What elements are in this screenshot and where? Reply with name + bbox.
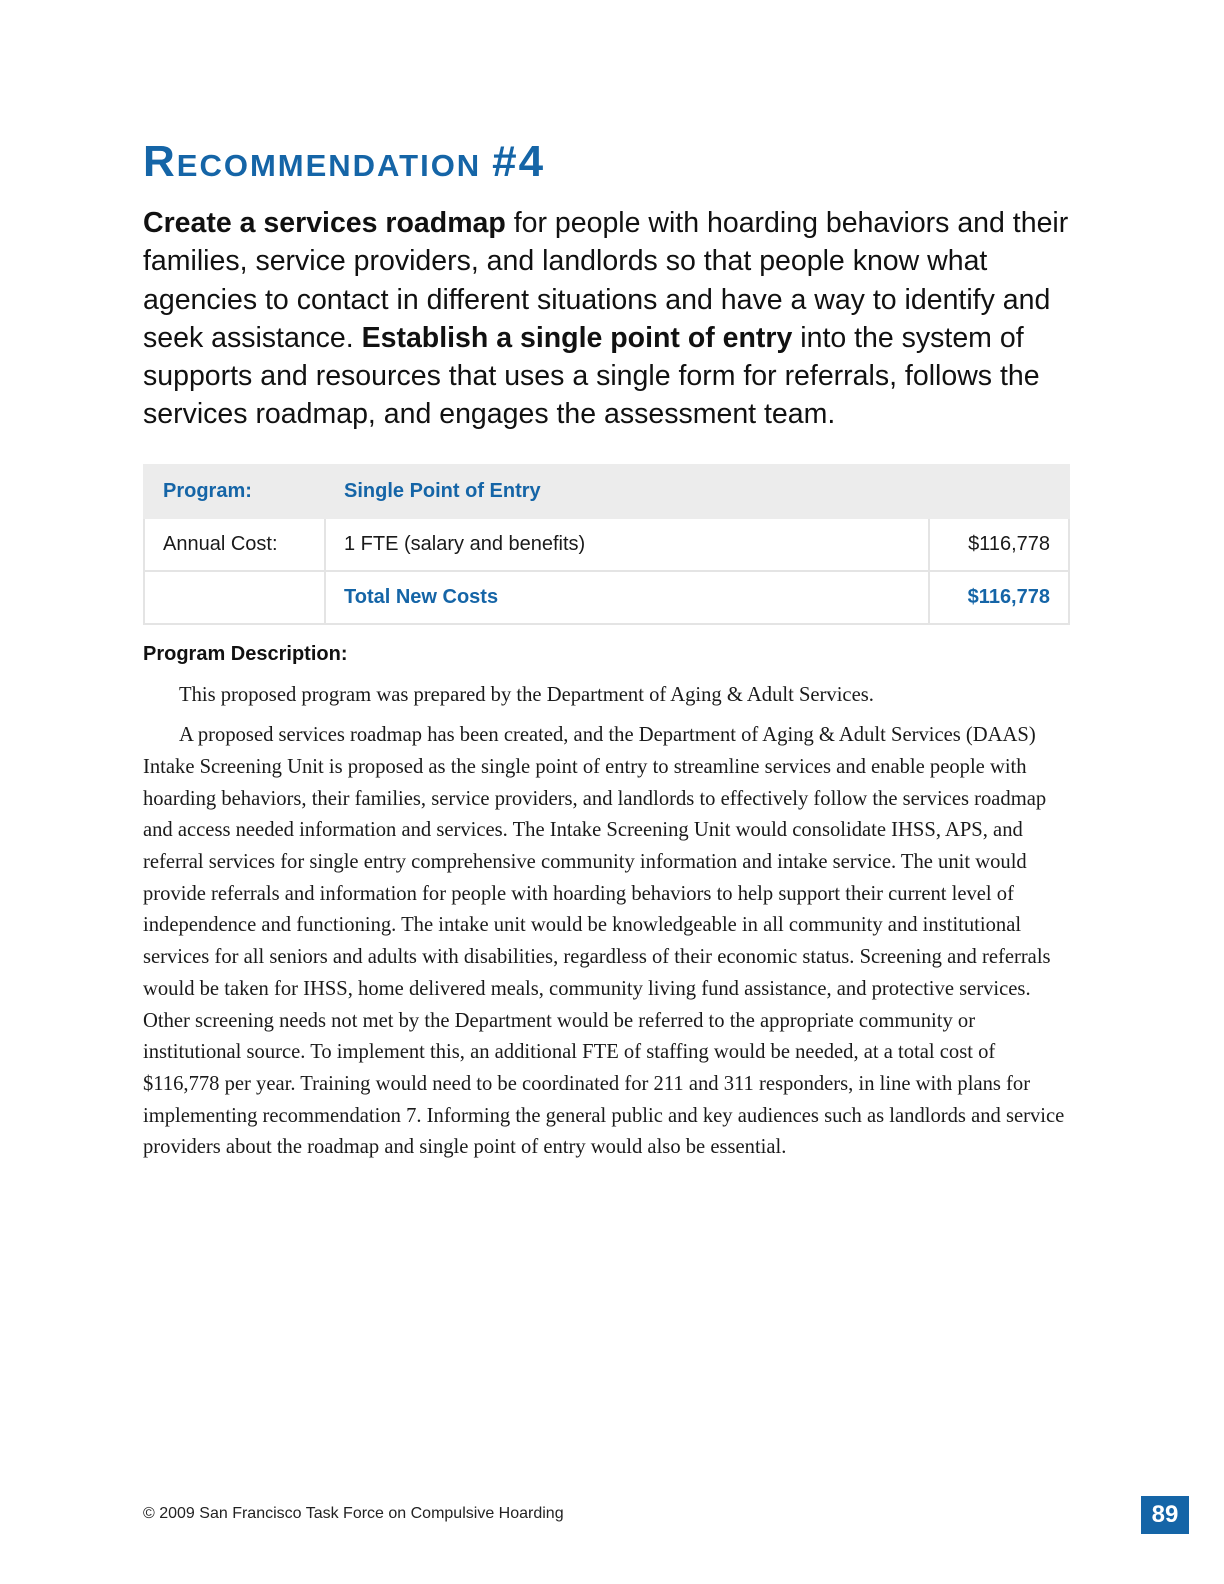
page-number-badge: 89 (1141, 1496, 1189, 1534)
lead-text-1: for people with hoarding behaviors and their families, service providers, and landlords so that people know what agencies to contact in different situations and have a way to identify and seek assistance. (143, 207, 1069, 354)
heading-initial: R (143, 137, 177, 186)
program-label: Program: (144, 465, 325, 518)
description-paragraph: This proposed program was prepared by the Department of Aging & Adult Services. (179, 684, 874, 706)
heading-rest: ECOMMENDATION (176, 148, 482, 183)
recommendation-heading (143, 137, 546, 186)
program-name: Single Point of Entry (325, 465, 1069, 518)
table-row (144, 518, 1069, 571)
annual-cost-label: Annual Cost: (144, 518, 325, 571)
footer-copyright: © 2009 San Francisco Task Force on Compulsive Hoarding (143, 1505, 564, 1522)
table-row-total (144, 571, 1069, 624)
description-paragraph: A proposed services roadmap has been created, and the Department of Aging & Adult Services (DAAS) Intake Screening Unit is proposed as the single point of entry to streamline services and enable people with hoarding behaviors, their families, service providers, and landlords to effectively follow the services roadmap and access needed information and services. The Intake Screening Unit would consolidate IHSS, APS, and referral services for single entry comprehensive community information and intake service. The unit would provide referrals and information for people with hoarding behaviors to help support their current level of independence and functioning. The intake unit would be knowledgeable in all community and institutional services for all seniors and adults with disabilities, regardless of their economic status. Screening and referrals would be taken for IHSS, home delivered meals, community living fund assistance, and protective services. Other screening needs not met by the Department would be referred to the appropriate community or institutional source. To implement this, an additional FTE of staffing would be needed, at a total cost of $116,778 per year. Training would need to be coordinated for 211 and 311 responders, in line with plans for implementing recommendation 7. Informing the general public and key audiences such as landlords and service providers about the roadmap and single point of entry would also be essential. (143, 724, 1065, 1159)
recommendation-lead (143, 204, 1083, 434)
cost-table (143, 464, 1070, 625)
table-header-row (144, 465, 1069, 518)
program-description-title: Program Description: (143, 643, 348, 665)
lead-bold-2: Establish a single point of entry (361, 321, 793, 354)
lead-text-2: into the system of supports and resources that uses a single form for referrals, follows the services roadmap, and engages the assessment team. (143, 321, 1040, 431)
cost-item: 1 FTE (salary and benefits) (325, 518, 929, 571)
cost-amount: $116,778 (929, 518, 1069, 571)
total-empty-cell (144, 571, 325, 624)
total-label: Total New Costs (325, 571, 929, 624)
program-description-body (143, 680, 1073, 1173)
total-amount: $116,778 (929, 571, 1069, 624)
lead-bold-1: Create a services roadmap (143, 207, 506, 239)
heading-number: #4 (492, 137, 546, 186)
